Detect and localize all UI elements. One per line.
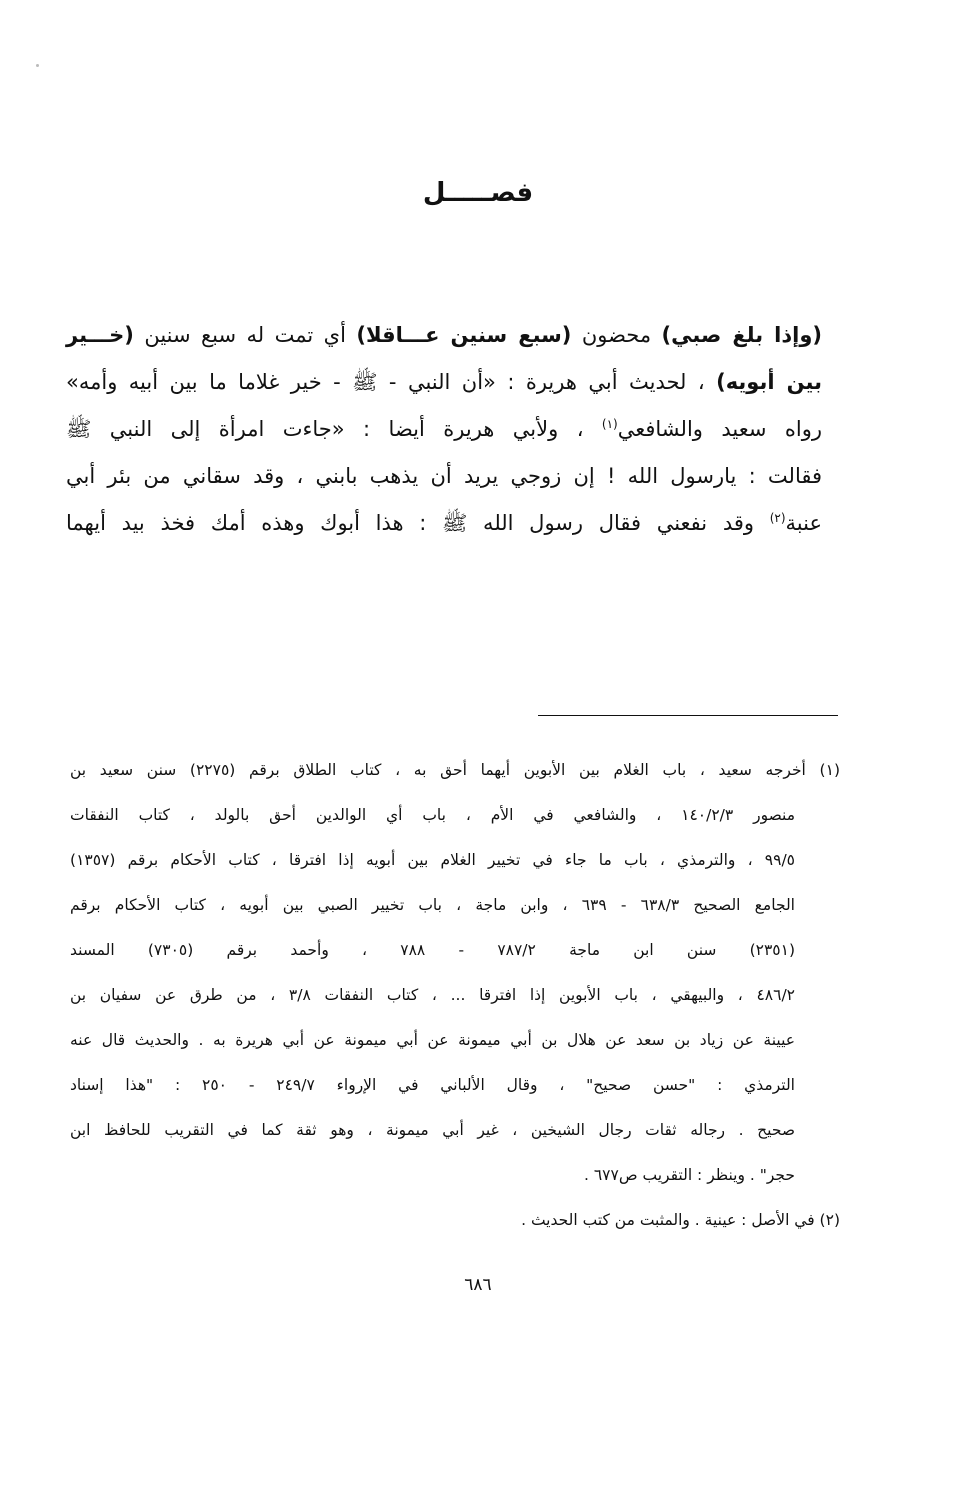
footnote-2-line: (٢) في الأصل : عينية . والمثبت من كتب الحديث . <box>521 1211 840 1229</box>
text-line <box>66 406 822 453</box>
text-run: ، لحديث أبي هريرة : «أن النبي - ﷺ - خير غلاما ما بين أبيه وأمه» <box>66 370 717 394</box>
text-line <box>66 312 822 359</box>
text-run: ، ولأبي هريرة أيضا : «جاءت امرأة إلى النبي ﷺ <box>66 417 602 441</box>
footnote-1-line: الجامع الصحيح ٦٣٨/٣ - ٦٣٩ ، وابن ماجة ، باب تخيير الصبي بين أبويه ، كتاب الأحكام برقم <box>70 896 795 914</box>
bold-phrase: (سبع سنين عـــاقلا) <box>356 323 572 347</box>
footnote-1-line: منصور ١٤٠/٢/٣ ، والشافعي في الأم ، باب أي الوالدين أحق بالولد ، كتاب النفقات <box>70 806 796 824</box>
page-number: ٦٨٦ <box>464 1275 492 1295</box>
text-run: رواه سعيد والشافعي <box>617 417 822 441</box>
text-run: أي تمت له سبع سنين <box>133 323 357 347</box>
bold-phrase: (خـــير <box>66 323 134 347</box>
footnote-1-line: ٤٨٦/٢ ، والبيهقي ، باب الأبوين إذا افترقا ... ، كتاب النفقات ٣/٨ ، من طرق عن سفيان بن <box>70 986 796 1004</box>
text-line <box>66 359 822 406</box>
text-run: فقالت : يارسول الله ! إن زوجي يريد أن يذهب بابني ، وقد سقاني من بئر أبي <box>66 464 822 488</box>
footnote-1-line: (٢٣٥١) سنن ابن ماجة ٧٨٧/٢ - ٧٨٨ ، وأحمد برقم (٧٣٠٥) المسند <box>70 941 796 959</box>
footnote-ref-2[interactable]: (٢) <box>769 511 786 525</box>
text-run: محضون <box>571 323 662 347</box>
text-run: عنبة <box>785 511 822 535</box>
footnote-1-line: ٩٩/٥ ، والترمذي ، باب ما جاء في تخيير الغلام بين أبويه إذا افترقا ، كتاب الأحكام برقم (١٣٥٧) <box>70 851 795 869</box>
footnote-1-line: (١) أخرجه سعيد ، باب الغلام بين الأبوين أيهما أحق به ، كتاب الطلاق برقم (٢٢٧٥) سنن سعيد بن <box>70 761 840 779</box>
section-heading: فصـــــل <box>422 178 534 208</box>
footnote-1-line: صحيح . رجاله ثقات رجال الشيخين ، غير أبي ميمونة ، وهو ثقة كما في التقريب للحافظ ابن <box>70 1121 795 1139</box>
scan-speck <box>36 64 39 67</box>
footnote-1-line: حجر" . وينظر : التقريب ص٦٧٧ . <box>583 1166 795 1184</box>
text-line <box>66 500 822 547</box>
footnote-separator <box>538 715 838 716</box>
footnote-1-line: عيينة عن زياد بن سعد عن هلال بن أبي ميمونة عن أبي ميمونة عن أبي هريرة به . والحديث قال عنه <box>70 1031 795 1049</box>
bold-phrase: بين أبويه) <box>716 370 822 394</box>
footnotes <box>70 748 840 1243</box>
bold-phrase: (وإذا بلغ صبي) <box>661 323 823 347</box>
text-run: وقد نفعني فقال رسول الله ﷺ : هذا أبوك وهذه أمك فخذ بيد أيهما <box>66 511 770 535</box>
text-line <box>66 453 822 500</box>
main-text <box>66 312 822 547</box>
footnote-ref-1[interactable]: (١) <box>601 417 618 431</box>
footnote-1-line: الترمذي : "حسن صحيح" ، وقال الألباني في الإرواء ٢٤٩/٧ - ٢٥٠ : "هذا إسناد <box>70 1076 795 1094</box>
